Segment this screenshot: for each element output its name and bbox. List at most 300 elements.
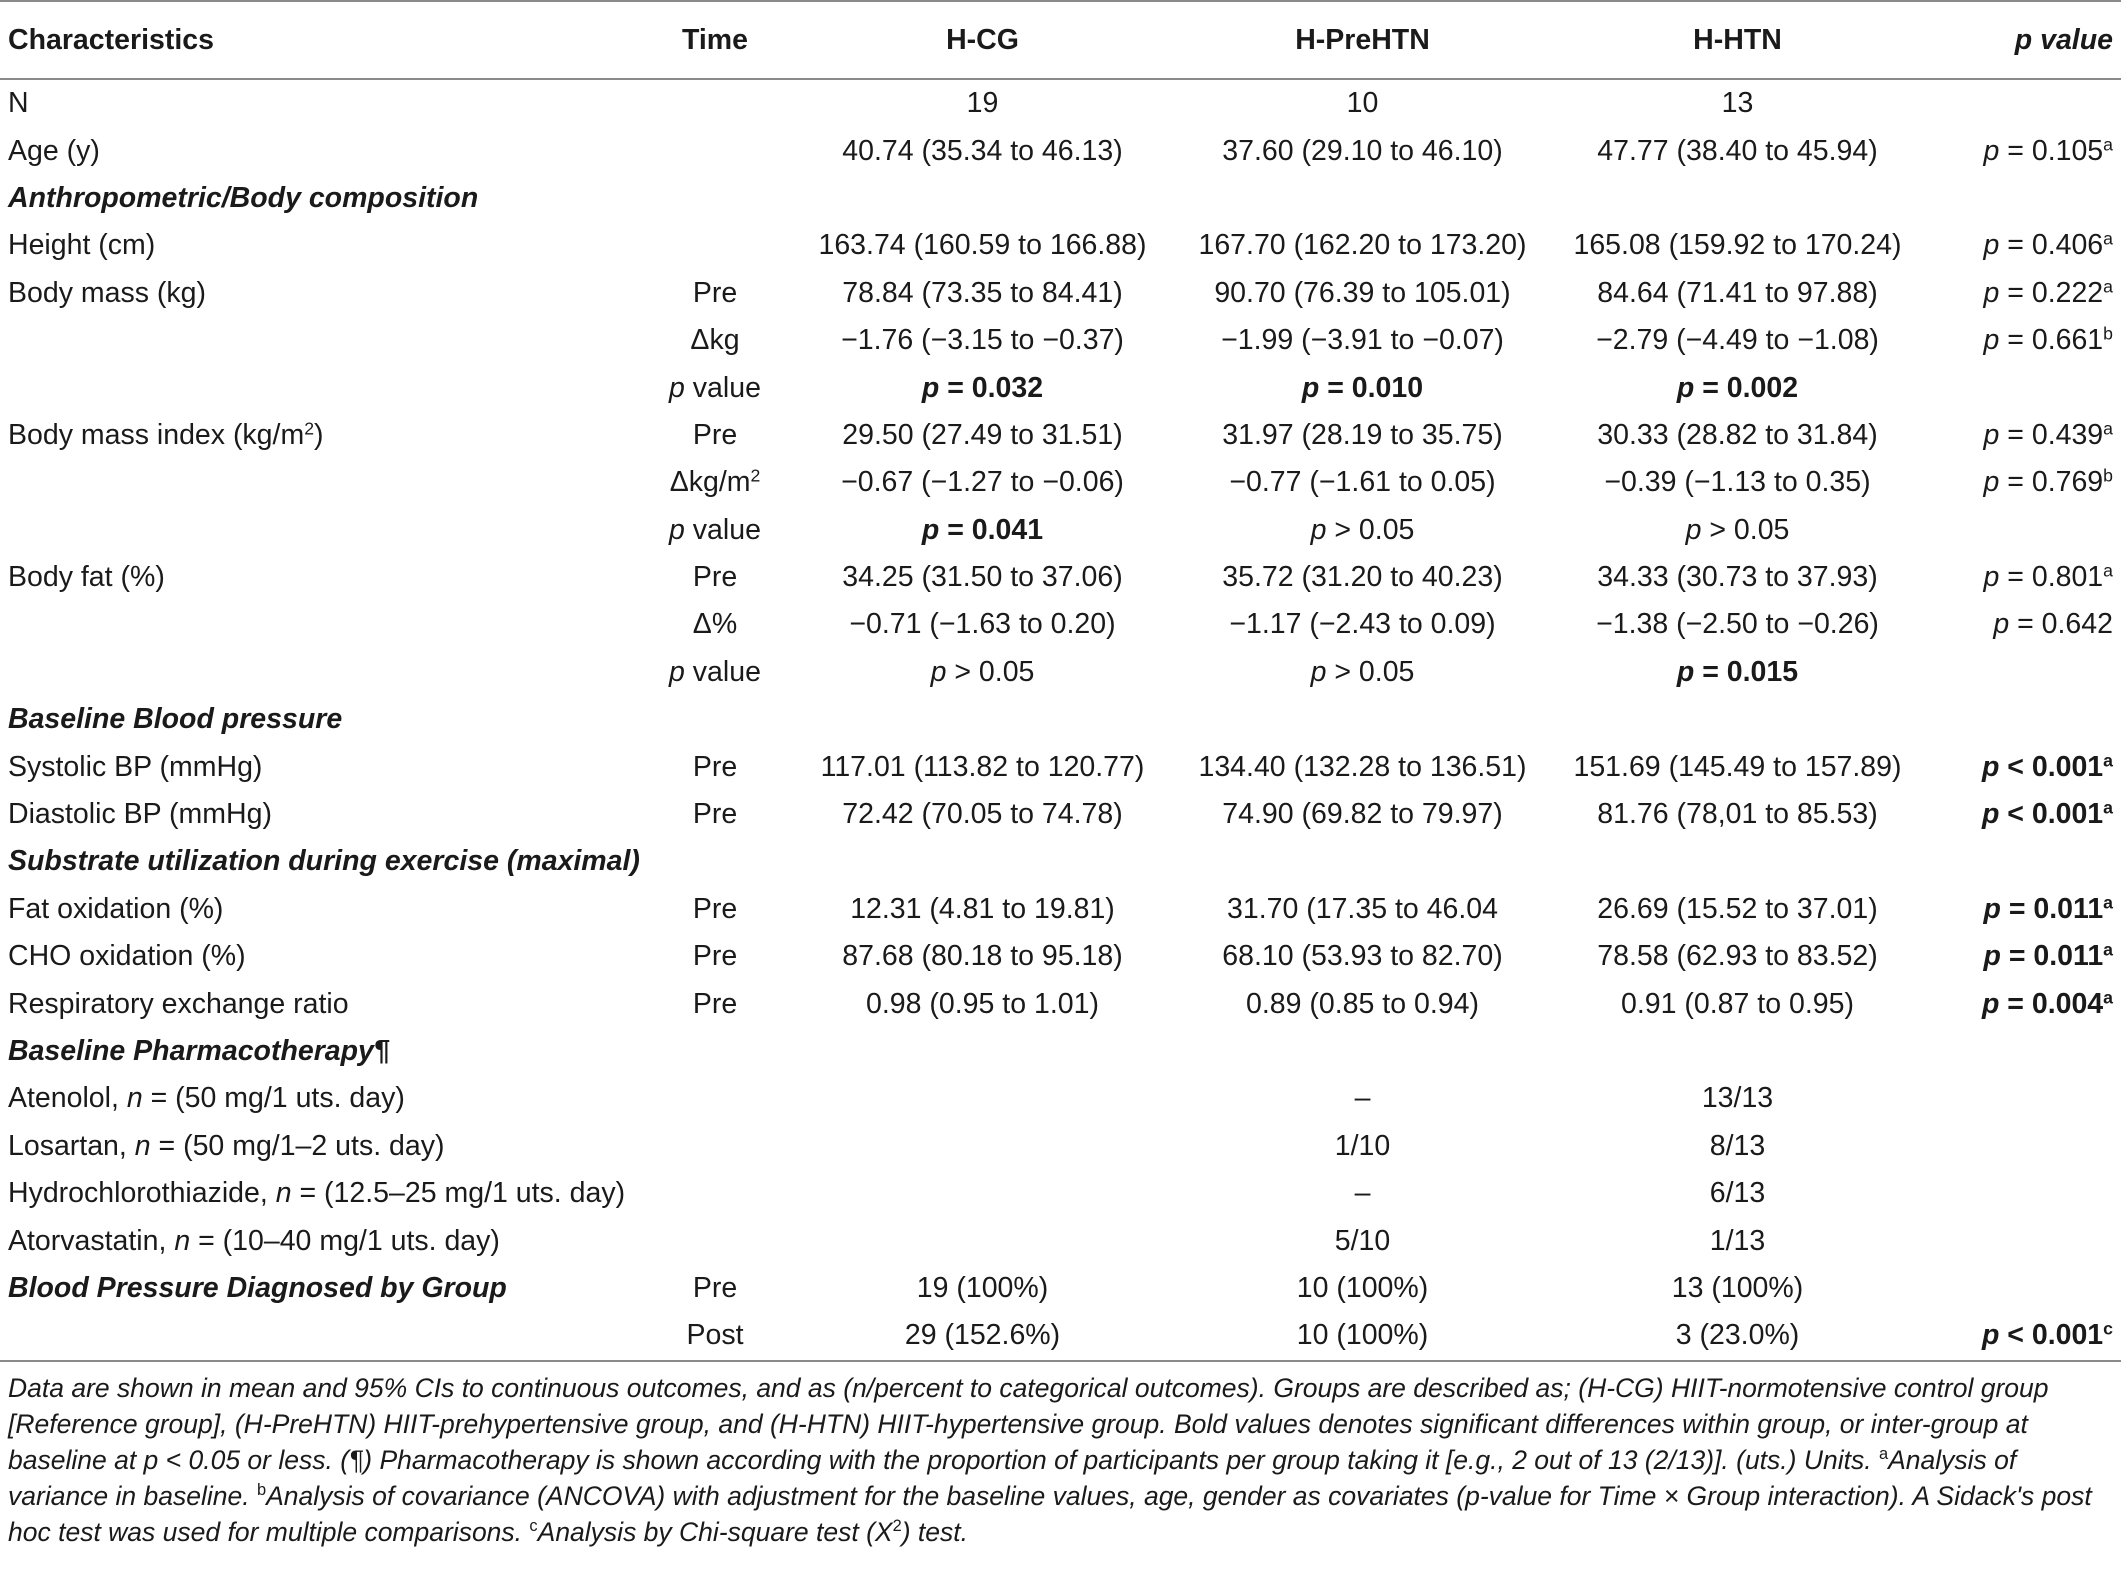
cell-p-value xyxy=(1925,127,2121,174)
cell-label xyxy=(0,696,640,743)
cell-p-value xyxy=(1925,696,2121,743)
cell-h-htn xyxy=(1550,696,1925,743)
cell-superscript: a xyxy=(2103,133,2113,154)
cell-h-cg xyxy=(790,1217,1175,1264)
table-row xyxy=(0,743,2121,790)
cell-p-value xyxy=(1925,1312,2121,1360)
cell-text: CHO oxidation (%) xyxy=(8,940,246,973)
cell-text: Hydrochlorothiazide, n = (12.5–25 mg/1 uts. day) xyxy=(8,1177,626,1210)
cell-text: 5/10 xyxy=(1334,1224,1391,1257)
footnote-main: Data are shown in mean and 95% CIs to continuous outcomes, and as (n/percent to categorical outcomes). Groups are described as; (H-CG) HIIT-normotensive control group [Reference group], (H-PreHTN) HIIT-prehypertensive group, and (H-HTN) HIIT-hypertensive group. Bold values denotes significant differences within group, or inter-group at baseline at p < 0.05 or less. (¶) Pharmacotherapy is shown according with the proportion of participants per group taking it [e.g., 2 out of 13 (2/13)]. (uts.) Units. xyxy=(8,1372,2049,1475)
footnote-a-mark: a xyxy=(1878,1444,1889,1463)
cell-text: 134.40 (132.28 to 136.51) xyxy=(1198,750,1527,783)
cell-h-prehtn xyxy=(1175,886,1550,933)
cell-text: 72.42 (70.05 to 74.78) xyxy=(842,798,1123,831)
cell-h-prehtn xyxy=(1175,1265,1550,1312)
header-row xyxy=(0,1,2121,79)
cell-text: 26.69 (15.52 to 37.01) xyxy=(1597,892,1878,925)
cell-text: Pre xyxy=(692,892,738,925)
cell-superscript: a xyxy=(2103,228,2113,249)
cell-p-value xyxy=(1925,554,2121,601)
table-footnote xyxy=(0,1362,2121,1550)
cell-text: 13 (100%) xyxy=(1671,1271,1804,1304)
cell-text: Pre xyxy=(692,750,738,783)
italic-symbol: p xyxy=(1676,655,1695,688)
cell-h-cg xyxy=(790,1123,1175,1170)
cell-h-prehtn xyxy=(1175,1123,1550,1170)
cell-text: 47.77 (38.40 to 45.94) xyxy=(1597,134,1878,167)
cell-text: p > 0.05 xyxy=(1310,655,1415,688)
cell-p-value xyxy=(1925,459,2121,506)
cell-h-cg xyxy=(790,1312,1175,1360)
cell-label xyxy=(0,933,640,980)
cell-text: p = 0.769 xyxy=(1983,466,2104,499)
italic-symbol: p xyxy=(1983,134,2000,167)
cell-p-value xyxy=(1925,1123,2121,1170)
cell-h-cg xyxy=(790,222,1175,269)
cell-time xyxy=(640,459,790,506)
cell-h-htn xyxy=(1550,554,1925,601)
cell-text: p = 0.015 xyxy=(1676,655,1799,688)
cell-p-value xyxy=(1925,601,2121,648)
cell-text: 78.58 (62.93 to 83.52) xyxy=(1597,940,1878,973)
header-h-prehtn: H-PreHTN xyxy=(1175,1,1550,79)
table-row xyxy=(0,886,2121,933)
cell-text: p > 0.05 xyxy=(930,655,1035,688)
cell-time xyxy=(640,364,790,411)
italic-symbol: p xyxy=(921,371,940,404)
header-p-value-text: p value xyxy=(2014,23,2113,56)
cell-text: 74.90 (69.82 to 79.97) xyxy=(1222,798,1503,831)
cell-p-value xyxy=(1925,364,2121,411)
cell-text: p < 0.001 xyxy=(1981,750,2104,783)
cell-text: Atorvastatin, n = (10–40 mg/1 uts. day) xyxy=(8,1224,500,1257)
table-row xyxy=(0,364,2121,411)
cell-h-prehtn xyxy=(1175,1312,1550,1360)
cell-text: 30.33 (28.82 to 31.84) xyxy=(1597,418,1878,451)
cell-text: 8/13 xyxy=(1709,1129,1766,1162)
cell-time xyxy=(640,175,790,222)
cell-text: 151.69 (145.49 to 157.89) xyxy=(1573,750,1902,783)
italic-symbol: p xyxy=(1981,987,2000,1020)
cell-h-cg xyxy=(790,696,1175,743)
cell-h-cg xyxy=(790,791,1175,838)
cell-text: p = 0.004 xyxy=(1981,987,2104,1020)
cell-p-value xyxy=(1925,1217,2121,1264)
cell-text: p value xyxy=(669,371,761,404)
cell-text: 31.70 (17.35 to 46.04 xyxy=(1227,892,1498,925)
cell-h-htn xyxy=(1550,886,1925,933)
cell-h-prehtn xyxy=(1175,1028,1550,1075)
table-row xyxy=(0,1170,2121,1217)
cell-p-value xyxy=(1925,1028,2121,1075)
cell-label xyxy=(0,743,640,790)
italic-symbol: p xyxy=(1983,940,2001,973)
cell-text: Body fat (%) xyxy=(8,561,165,594)
cell-text: −1.38 (−2.50 to −0.26) xyxy=(1596,608,1879,641)
cell-h-htn xyxy=(1550,412,1925,459)
cell-label xyxy=(0,1312,640,1360)
table-row xyxy=(0,127,2121,174)
table-row xyxy=(0,791,2121,838)
footnote-c-tail: ) test. xyxy=(901,1516,968,1547)
cell-time xyxy=(640,980,790,1027)
italic-symbol: p xyxy=(669,513,685,546)
cell-text: −1.76 (−3.15 to −0.37) xyxy=(841,324,1124,357)
cell-time xyxy=(640,127,790,174)
cell-text: Pre xyxy=(692,987,738,1020)
cell-text: 10 (100%) xyxy=(1296,1271,1429,1304)
table-row xyxy=(0,980,2121,1027)
cell-text: 0.91 (0.87 to 0.95) xyxy=(1621,987,1854,1020)
header-p-value xyxy=(1925,1,2121,79)
cell-h-cg xyxy=(790,1028,1175,1075)
cell-superscript: a xyxy=(2103,749,2113,770)
table-row xyxy=(0,554,2121,601)
table-row xyxy=(0,1123,2121,1170)
cell-text-tail: ) xyxy=(314,418,324,451)
cell-h-prehtn xyxy=(1175,1217,1550,1264)
cell-text: 81.76 (78,01 to 85.53) xyxy=(1597,798,1878,831)
cell-time xyxy=(640,1028,790,1075)
cell-time xyxy=(640,1217,790,1264)
cell-time xyxy=(640,696,790,743)
cell-text: 0.98 (0.95 to 1.01) xyxy=(866,987,1099,1020)
cell-time xyxy=(640,886,790,933)
cell-time xyxy=(640,507,790,554)
cell-h-prehtn xyxy=(1175,412,1550,459)
cell-text: −1.99 (−3.91 to −0.07) xyxy=(1221,324,1504,357)
cell-label xyxy=(0,79,640,127)
table-row xyxy=(0,507,2121,554)
cell-label xyxy=(0,1170,640,1217)
section-row xyxy=(0,696,2121,743)
cell-text: Pre xyxy=(692,798,738,831)
cell-time xyxy=(640,838,790,885)
cell-text: 68.10 (53.93 to 82.70) xyxy=(1222,940,1503,973)
cell-label xyxy=(0,222,640,269)
cell-text: 167.70 (162.20 to 173.20) xyxy=(1198,229,1527,262)
cell-text: Body mass index (kg/m xyxy=(8,418,305,451)
cell-text: Age (y) xyxy=(8,134,100,167)
cell-text: p = 0.439 xyxy=(1983,418,2104,451)
cell-text: 13/13 xyxy=(1701,1082,1774,1115)
cell-text: 29 (152.6%) xyxy=(904,1319,1061,1352)
cell-p-value xyxy=(1925,270,2121,317)
cell-h-htn xyxy=(1550,364,1925,411)
cell-h-htn xyxy=(1550,222,1925,269)
cell-text: p = 0.011 xyxy=(1983,892,2104,925)
cell-h-htn xyxy=(1550,79,1925,127)
header-h-htn: H-HTN xyxy=(1550,1,1925,79)
cell-h-htn xyxy=(1550,649,1925,696)
italic-symbol: p xyxy=(1310,655,1327,688)
italic-symbol: n xyxy=(275,1177,292,1210)
cell-superscript: b xyxy=(2103,323,2113,344)
cell-text: p = 0.010 xyxy=(1301,371,1424,404)
cell-text: Pre xyxy=(692,940,738,973)
cell-h-prehtn xyxy=(1175,222,1550,269)
cell-text: Pre xyxy=(692,418,738,451)
cell-text: 35.72 (31.20 to 40.23) xyxy=(1222,561,1503,594)
cell-text: 78.84 (73.35 to 84.41) xyxy=(842,276,1123,309)
cell-text: p = 0.032 xyxy=(921,371,1044,404)
cell-h-prehtn xyxy=(1175,696,1550,743)
footnote-a-text: Analysis of variance in baseline. xyxy=(8,1444,2017,1511)
cell-h-htn xyxy=(1550,1075,1925,1122)
cell-text: 165.08 (159.92 to 170.24) xyxy=(1573,229,1902,262)
cell-h-prehtn xyxy=(1175,79,1550,127)
cell-time xyxy=(640,1075,790,1122)
cell-text: 37.60 (29.10 to 46.10) xyxy=(1222,134,1503,167)
italic-symbol: p xyxy=(1983,418,2000,451)
cell-p-value xyxy=(1925,317,2121,364)
cell-p-value xyxy=(1925,838,2121,885)
cell-text: Δkg/m xyxy=(669,466,751,499)
cell-text: 163.74 (160.59 to 166.88) xyxy=(818,229,1147,262)
cell-h-htn xyxy=(1550,1312,1925,1360)
cell-superscript: b xyxy=(2103,465,2113,486)
cell-h-htn xyxy=(1550,459,1925,506)
cell-text: p = 0.011 xyxy=(1983,940,2104,973)
cell-text: p = 0.642 xyxy=(1993,608,2113,641)
italic-symbol: p xyxy=(1983,324,2000,357)
footnote-c-mark: c xyxy=(529,1516,538,1535)
cell-text: 1/10 xyxy=(1334,1129,1391,1162)
cell-text: 90.70 (76.39 to 105.01) xyxy=(1214,276,1511,309)
table-row xyxy=(0,933,2121,980)
cell-superscript: a xyxy=(2103,276,2113,297)
cell-text: 34.33 (30.73 to 37.93) xyxy=(1597,561,1878,594)
cell-text: 10 (100%) xyxy=(1296,1319,1429,1352)
cell-text: 6/13 xyxy=(1709,1177,1766,1210)
cell-h-htn xyxy=(1550,1123,1925,1170)
cell-h-htn xyxy=(1550,601,1925,648)
cell-text: – xyxy=(1354,1177,1371,1210)
cell-h-prehtn xyxy=(1175,364,1550,411)
cell-h-htn xyxy=(1550,1217,1925,1264)
cell-text: Diastolic BP (mmHg) xyxy=(8,798,272,831)
cell-h-cg xyxy=(790,980,1175,1027)
cell-time xyxy=(640,601,790,648)
cell-p-value xyxy=(1925,507,2121,554)
cell-h-prehtn xyxy=(1175,127,1550,174)
cell-h-cg xyxy=(790,1265,1175,1312)
cell-label xyxy=(0,317,640,364)
cell-label xyxy=(0,886,640,933)
cell-text: – xyxy=(1354,1082,1371,1115)
cell-label xyxy=(0,1123,640,1170)
section-row xyxy=(0,1028,2121,1075)
cell-text: Pre xyxy=(692,276,738,309)
cell-h-htn xyxy=(1550,1028,1925,1075)
cell-label xyxy=(0,1075,640,1122)
cell-p-value xyxy=(1925,980,2121,1027)
cell-text: 10 xyxy=(1346,87,1379,120)
cell-text: Anthropometric/Body composition xyxy=(8,181,479,214)
table-row xyxy=(0,1075,2121,1122)
cell-text: 13 xyxy=(1721,87,1754,120)
italic-symbol: p xyxy=(1983,466,2000,499)
section-row xyxy=(0,175,2121,222)
cell-text: 34.25 (31.50 to 37.06) xyxy=(842,561,1123,594)
cell-text: 19 xyxy=(966,87,999,120)
cell-text: 12.31 (4.81 to 19.81) xyxy=(850,892,1115,925)
cell-text: p = 0.222 xyxy=(1983,276,2104,309)
italic-symbol: p xyxy=(1983,561,2000,594)
cell-text: 87.68 (80.18 to 95.18) xyxy=(842,940,1123,973)
cell-text: Baseline Blood pressure xyxy=(8,703,343,736)
italic-symbol: p xyxy=(1301,371,1320,404)
cell-label xyxy=(0,175,640,222)
cell-h-cg xyxy=(790,743,1175,790)
cell-time xyxy=(640,791,790,838)
italic-symbol: p xyxy=(1983,276,2000,309)
cell-text: Blood Pressure Diagnosed by Group xyxy=(8,1271,507,1304)
cell-text: Fat oxidation (%) xyxy=(8,892,224,925)
cell-text: p > 0.05 xyxy=(1685,513,1790,546)
cell-text: Baseline Pharmacotherapy¶ xyxy=(8,1035,390,1067)
cell-text: Atenolol, n = (50 mg/1 uts. day) xyxy=(8,1082,405,1115)
table-row xyxy=(0,270,2121,317)
cell-h-prehtn xyxy=(1175,459,1550,506)
italic-symbol: p xyxy=(1981,750,2000,783)
cell-label xyxy=(0,1265,640,1312)
cell-h-cg xyxy=(790,459,1175,506)
cell-text: 31.97 (28.19 to 35.75) xyxy=(1222,418,1503,451)
cell-h-cg xyxy=(790,317,1175,364)
table-row xyxy=(0,79,2121,127)
cell-time xyxy=(640,1123,790,1170)
cell-h-cg xyxy=(790,554,1175,601)
cell-time xyxy=(640,743,790,790)
cell-text: p value xyxy=(669,655,761,688)
italic-symbol: p xyxy=(1981,1319,2000,1352)
cell-h-htn xyxy=(1550,1265,1925,1312)
cell-text: 1/13 xyxy=(1709,1224,1766,1257)
cell-text: p = 0.002 xyxy=(1676,371,1799,404)
cell-h-prehtn xyxy=(1175,601,1550,648)
cell-p-value xyxy=(1925,222,2121,269)
cell-text: Respiratory exchange ratio xyxy=(8,987,349,1020)
cell-h-prehtn xyxy=(1175,743,1550,790)
cell-text: p < 0.001 xyxy=(1981,1319,2104,1352)
cell-p-value xyxy=(1925,1170,2121,1217)
cell-label xyxy=(0,1028,640,1075)
cell-h-htn xyxy=(1550,791,1925,838)
cell-h-htn xyxy=(1550,507,1925,554)
cell-label xyxy=(0,554,640,601)
italic-symbol: p xyxy=(921,513,940,546)
cell-label xyxy=(0,1217,640,1264)
cell-h-htn xyxy=(1550,270,1925,317)
cell-label xyxy=(0,507,640,554)
cell-text: Post xyxy=(686,1319,744,1352)
cell-text: 3 (23.0%) xyxy=(1675,1319,1800,1352)
italic-symbol: p xyxy=(669,655,685,688)
cell-h-prehtn xyxy=(1175,270,1550,317)
italic-symbol: p xyxy=(1310,513,1327,546)
table-row xyxy=(0,222,2121,269)
table-row xyxy=(0,1217,2121,1264)
cell-label xyxy=(0,838,640,885)
cell-p-value xyxy=(1925,791,2121,838)
cell-h-cg xyxy=(790,886,1175,933)
cell-h-htn xyxy=(1550,175,1925,222)
cell-text: p = 0.105 xyxy=(1983,134,2104,167)
header-characteristics: Characteristics xyxy=(0,1,640,79)
cell-text: Pre xyxy=(692,561,738,594)
table-row xyxy=(0,317,2121,364)
italic-symbol: n xyxy=(174,1224,191,1257)
italic-symbol: p xyxy=(1983,892,2001,925)
cell-superscript: a xyxy=(2103,939,2113,960)
table-row xyxy=(0,1312,2121,1360)
cell-text: p = 0.406 xyxy=(1983,229,2104,262)
cell-h-cg xyxy=(790,127,1175,174)
cell-text: −0.39 (−1.13 to 0.35) xyxy=(1604,466,1871,499)
italic-symbol: p xyxy=(1993,608,2010,641)
cell-text: Height (cm) xyxy=(8,229,156,262)
cell-text: 84.64 (71.41 to 97.88) xyxy=(1597,276,1878,309)
cell-h-prehtn xyxy=(1175,175,1550,222)
cell-time xyxy=(640,1170,790,1217)
table-row xyxy=(0,649,2121,696)
cell-text: p = 0.661 xyxy=(1983,324,2104,357)
cell-text: Δ% xyxy=(692,608,738,641)
cell-time xyxy=(640,222,790,269)
footnote-c-sup: 2 xyxy=(892,1516,902,1535)
cell-p-value xyxy=(1925,1075,2121,1122)
cell-h-cg xyxy=(790,838,1175,885)
italic-symbol: p xyxy=(1676,371,1695,404)
cell-superscript: 2 xyxy=(304,418,315,439)
cell-h-cg xyxy=(790,507,1175,554)
cell-label xyxy=(0,364,640,411)
cell-h-cg xyxy=(790,412,1175,459)
cell-label xyxy=(0,791,640,838)
cell-h-cg xyxy=(790,364,1175,411)
cell-h-htn xyxy=(1550,838,1925,885)
cell-text: Body mass (kg) xyxy=(8,276,206,309)
italic-symbol: p xyxy=(669,371,685,404)
cell-superscript: a xyxy=(2103,560,2113,581)
italic-symbol: n xyxy=(134,1129,151,1162)
cell-h-cg xyxy=(790,1075,1175,1122)
cell-text: 29.50 (27.49 to 31.51) xyxy=(842,418,1123,451)
cell-h-cg xyxy=(790,1170,1175,1217)
cell-h-prehtn xyxy=(1175,838,1550,885)
cell-text: −2.79 (−4.49 to −1.08) xyxy=(1596,324,1879,357)
cell-text: 19 (100%) xyxy=(916,1271,1049,1304)
cell-h-cg xyxy=(790,270,1175,317)
table-row xyxy=(0,601,2121,648)
cell-h-prehtn xyxy=(1175,980,1550,1027)
cell-text: −0.71 (−1.63 to 0.20) xyxy=(849,608,1116,641)
cell-text: −1.17 (−2.43 to 0.09) xyxy=(1229,608,1496,641)
cell-time xyxy=(640,317,790,364)
cell-h-htn xyxy=(1550,317,1925,364)
cell-text: 40.74 (35.34 to 46.13) xyxy=(842,134,1123,167)
section-row xyxy=(0,1265,2121,1312)
cell-h-htn xyxy=(1550,980,1925,1027)
cell-h-prehtn xyxy=(1175,1075,1550,1122)
cell-label xyxy=(0,127,640,174)
header-time: Time xyxy=(640,1,790,79)
cell-text: p < 0.001 xyxy=(1981,798,2104,831)
cell-text: −0.67 (−1.27 to −0.06) xyxy=(841,466,1124,499)
cell-label xyxy=(0,601,640,648)
